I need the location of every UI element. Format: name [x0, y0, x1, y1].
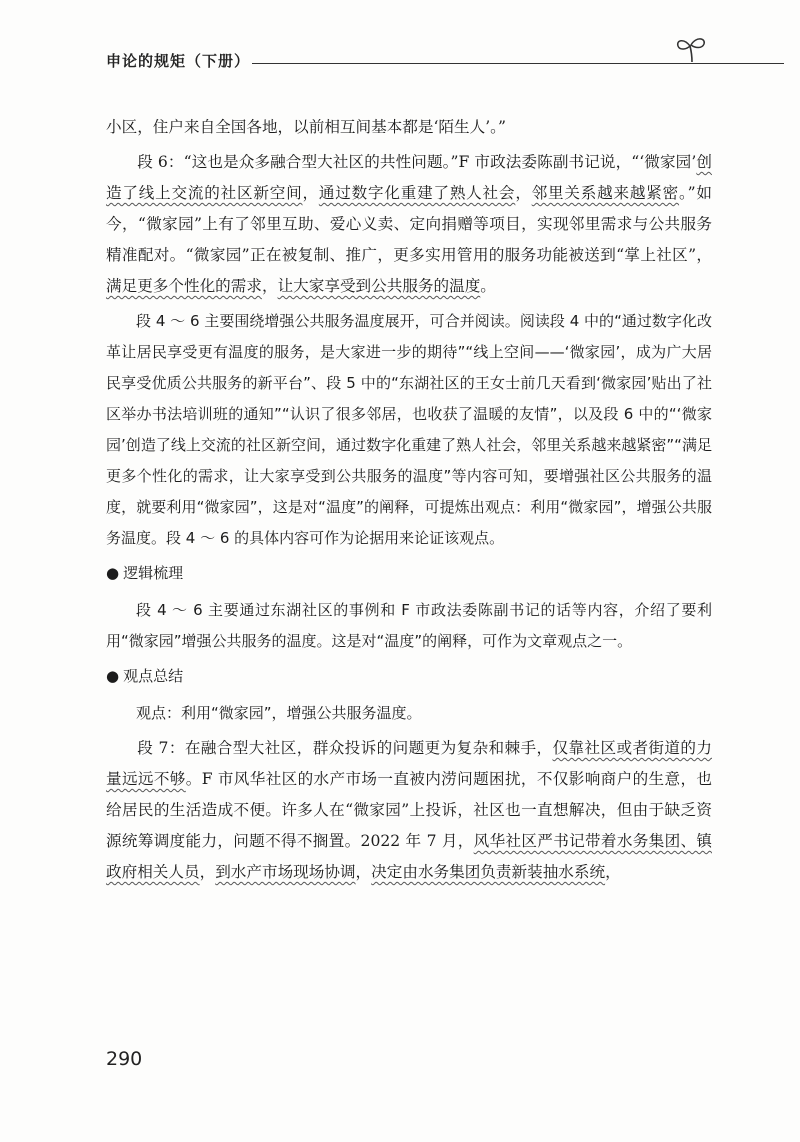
text: ， — [261, 277, 278, 295]
underlined-phrase: 创造了线上交流的社区新空间 — [106, 153, 712, 202]
text: 段 4 ～ 6 主要通过东湖社区的事例和 F 市政法委陈副书记的话等内容，介绍了要利用“微家园”增强公共服务的温度。这是对“温度”的阐释，可作为文章观点之一。 — [106, 601, 712, 650]
bullet-heading-logic — [106, 558, 712, 589]
underlined-phrase: 满足更多个性化的需求 — [106, 277, 262, 295]
heading-text: 逻辑梳理 — [123, 564, 184, 582]
text: 。F 市风华社区的水产市场一直被内涝问题困扰，不仅影响商户的生意，也给居民的生活造成不便。许多人在“微家园”上投诉，社区也一直想解决，但由于缺乏资源统筹调度能力，问题不得不搁置。2022 年 7 月， — [106, 770, 712, 850]
text: 。”如今，“微家园”上有了邻里互助、爱心义卖、定向捐赠等项目，实现邻里需求与公共服务精准配对。“微家园”正在被复制、推广，更多实用管用的服务功能被送到“掌上社区”， — [106, 184, 712, 264]
underlined-phrase: 决定由水务集团负责新装抽水系统 — [371, 863, 606, 881]
page-body — [106, 112, 712, 892]
text: ， — [355, 863, 372, 881]
book-title: 申论的规矩（下册） — [106, 52, 251, 70]
underlined-phrase: 到水产市场现场协调 — [215, 863, 356, 881]
text: 段 6：“这也是众多融合型大社区的共性问题。”F 市政法委陈副书记说，“‘微家园’ — [137, 153, 697, 171]
underlined-phrase: 仅靠社区或者街道的力量远远不够 — [106, 739, 712, 788]
heading-text: 观点总结 — [123, 667, 184, 685]
underlined-phrase: 通过数字化重建了熟人社会 — [318, 184, 516, 202]
text: 段 7：在融合型大社区，群众投诉的问题更为复杂和棘手， — [137, 739, 553, 757]
paragraph-logic — [106, 595, 712, 657]
paragraph-viewpoint — [106, 698, 712, 729]
page-number: 290 — [106, 1048, 143, 1070]
bullet-dot-icon: ● — [106, 667, 120, 685]
underlined-phrase: 让大家享受到公共服务的温度 — [277, 277, 481, 295]
underlined-phrase: 风华社区严书记带着水务集团、镇政府相关人员 — [106, 832, 712, 881]
underlined-phrase: 邻里关系越来越紧密 — [531, 184, 680, 202]
paragraph-section-7 — [106, 733, 712, 888]
text: ， — [605, 863, 621, 881]
paragraph-section-6 — [106, 147, 712, 302]
paragraph-continuation — [106, 112, 712, 143]
sprout-leaf-icon — [672, 34, 712, 64]
text: 小区，住户来自全国各地，以前相互间基本都是‘陌生人’。” — [106, 118, 506, 136]
text: 。 — [480, 277, 496, 295]
text: 段 4 ～ 6 主要围绕增强公共服务温度展开，可合并阅读。阅读段 4 中的“通过数字化改革让居民享受更有温度的服务，是大家进一步的期待”“线上空间——‘微家园’，成为广大居民享受优质公共服务的新平台”、段 5 中的“东湖社区的王女士前几天看到‘微家园’贴出了社区举办书法培训班的通知”“认识了很多邻居，也收获了温暖的友情”，以及段 6 中的“‘微家园’创造了线上交流的社区新空间，通过数字化重建了熟人社会，邻里关系越来越紧密”“满足更多个性化的需求，让大家享受到公共服务的温度”等内容可知，要增强社区公共服务的温度，就要利用“微家园”，这是对“温度”的阐释，可提炼出观点：利用“微家园”，增强公共服务温度。段 4 ～ 6 的具体内容可作为论据用来论证该观点。 — [106, 312, 712, 547]
text: ， — [199, 863, 216, 881]
bullet-dot-icon: ● — [106, 564, 120, 582]
text: ， — [515, 184, 532, 202]
text: 观点：利用“微家园”，增强公共服务温度。 — [136, 704, 422, 722]
text: ， — [302, 184, 319, 202]
bullet-heading-summary — [106, 661, 712, 692]
running-header — [106, 46, 718, 76]
paragraph-analysis — [106, 306, 712, 554]
